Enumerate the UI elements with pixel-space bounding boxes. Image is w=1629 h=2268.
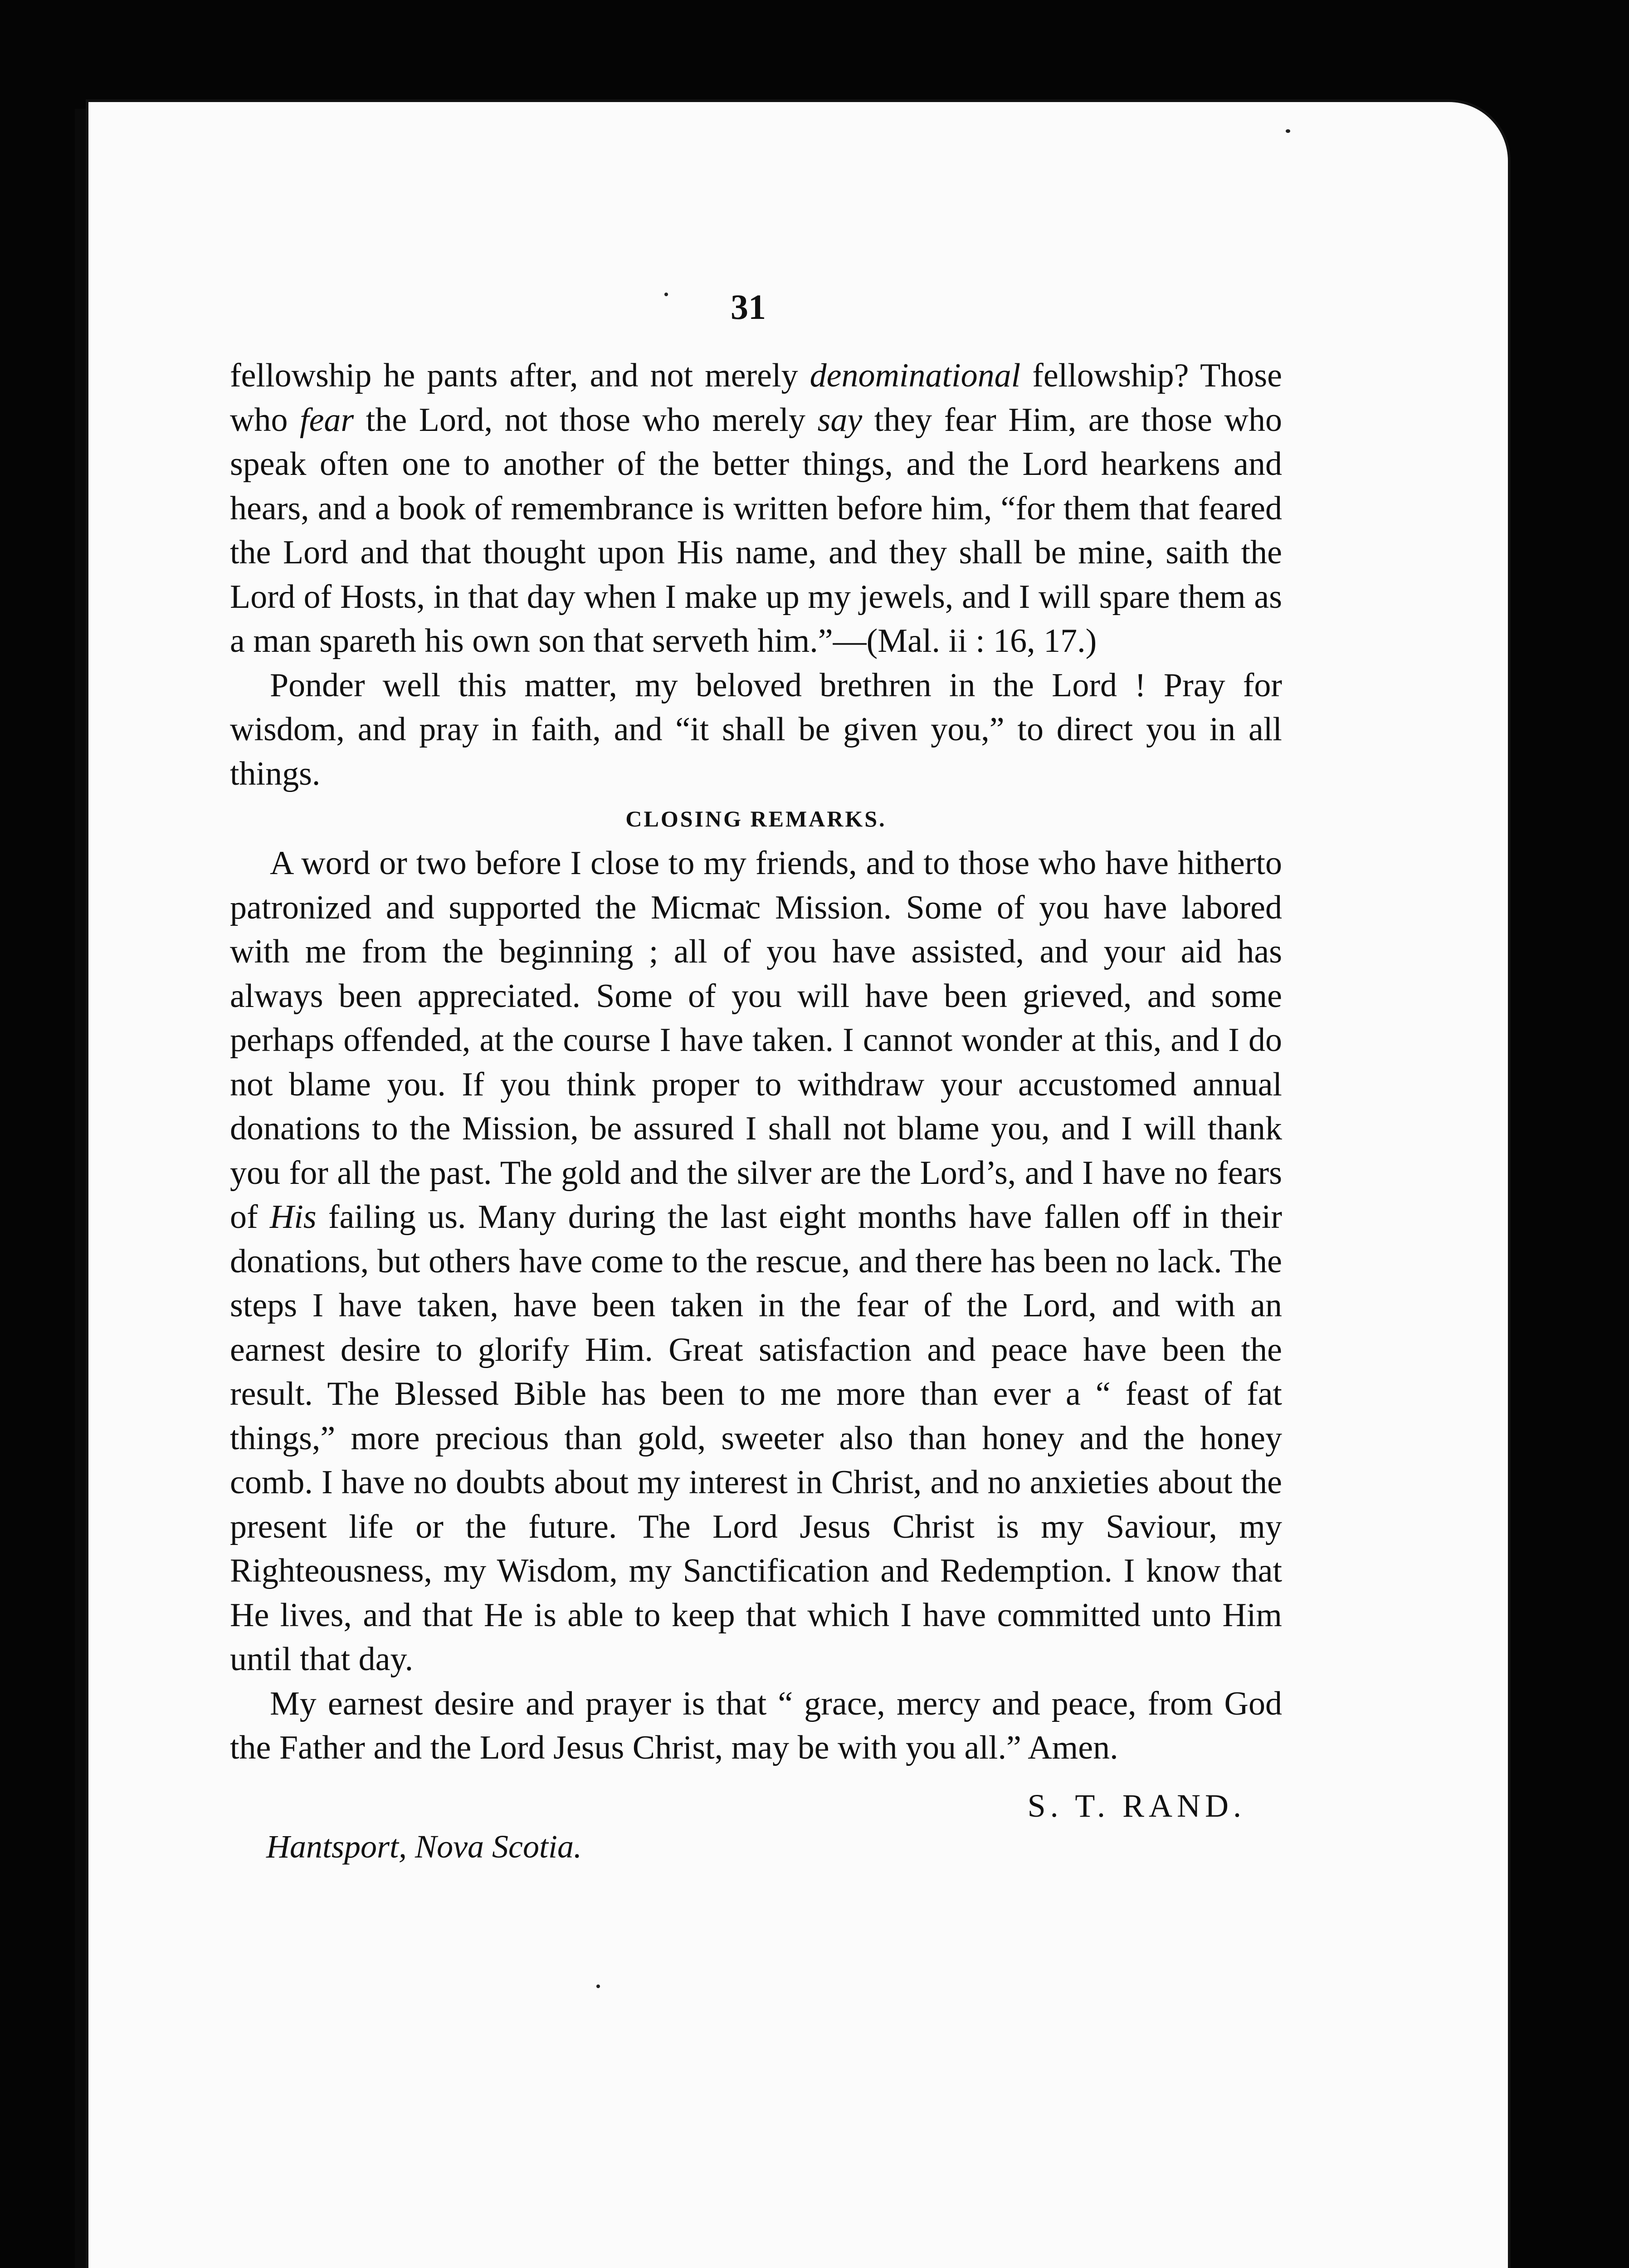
text-segment: failing us. Many during the last eight months have fallen off in their donations, but others have come to the rescue, and there has been no lack. The steps I have taken, have been taken in the fear of the Lord, and with an earnest desire to glorify Him. Great satisfaction and peace have been the result. The Blessed Bible has been to me more than ever a “ feast of fat things,” more precious than gold, sweeter also than honey and the honey comb. I have no doubts about my interest in Christ, and no anxieties about the present life or the future. The Lord Jesus Christ is my Saviour, my Righteousness, my Wisdom, my Sanctification and Redemption. I know that He lives, and that He is able to keep that which I have committed unto Him until that day.	[230, 1198, 1282, 1678]
body-paragraph	[230, 664, 1282, 797]
text-segment: A word or two before I close to my friends, and to those who have hitherto patronized and supported the Micmac Mission. Some of you have labored with me from the beginning ; all of you have assisted, and your aid has always been appreciated. Some of you will have been grieved, and some perhaps offended, at the course I have taken. I cannot wonder at this, and I do not blame you. If you think proper to withdraw your accustomed annual donations to the Mission, be assured I shall not blame you, and I will thank you for all the past. The gold and the silver are the Lord’s, and I have no fears of	[230, 845, 1282, 1236]
signature-block	[230, 1770, 1282, 1865]
italic-emphasis: denominational	[810, 357, 1021, 394]
page-number: 31	[731, 287, 766, 327]
italic-emphasis: His	[269, 1198, 317, 1236]
text-segment: the Lord, not those who merely	[354, 401, 818, 439]
body-paragraph	[230, 841, 1282, 1682]
section-heading: CLOSING REMARKS.	[625, 806, 887, 831]
text-segment: fellowship? Those who	[230, 357, 1282, 439]
page-text	[230, 354, 1283, 1865]
place-line: Hantsport, Nova Scotia.	[266, 1828, 582, 1865]
ink-speck	[664, 293, 668, 296]
book-binding-edge	[75, 109, 87, 2268]
body-paragraph	[230, 354, 1282, 664]
text-section-closing-remarks	[230, 841, 1282, 1770]
ink-speck	[1286, 129, 1290, 133]
text-section-before-heading	[230, 354, 1282, 796]
ink-speck	[596, 1984, 600, 1988]
italic-emphasis: say	[817, 401, 863, 439]
italic-emphasis: fear	[300, 401, 354, 439]
text-segment: My earnest desire and prayer is that “ grace, mercy and peace, from God the Father and the Lord Jesus Christ, may be with you all.” Amen.	[230, 1685, 1282, 1766]
text-segment: Ponder well this matter, my beloved brethren in the Lord ! Pray for wisdom, and pray in faith, and “it shall be given you,” to direct you in all things.	[230, 666, 1282, 792]
body-paragraph	[230, 1682, 1282, 1770]
text-segment: they fear Him, are those who speak often one to another of the better things, and the Lord hearkens and hears, and a book of remembrance is written before him, “for them that feared the Lord and that thought upon His name, and they shall be mine, saith the Lord of Hosts, in that day when I make up my jewels, and I will spare them as a man spareth his own son that serveth him.”—(Mal. ii : 16, 17.)	[230, 401, 1283, 660]
author-signature: S. T. RAND.	[1027, 1787, 1246, 1824]
text-segment: fellowship he pants after, and not merely	[230, 357, 810, 394]
